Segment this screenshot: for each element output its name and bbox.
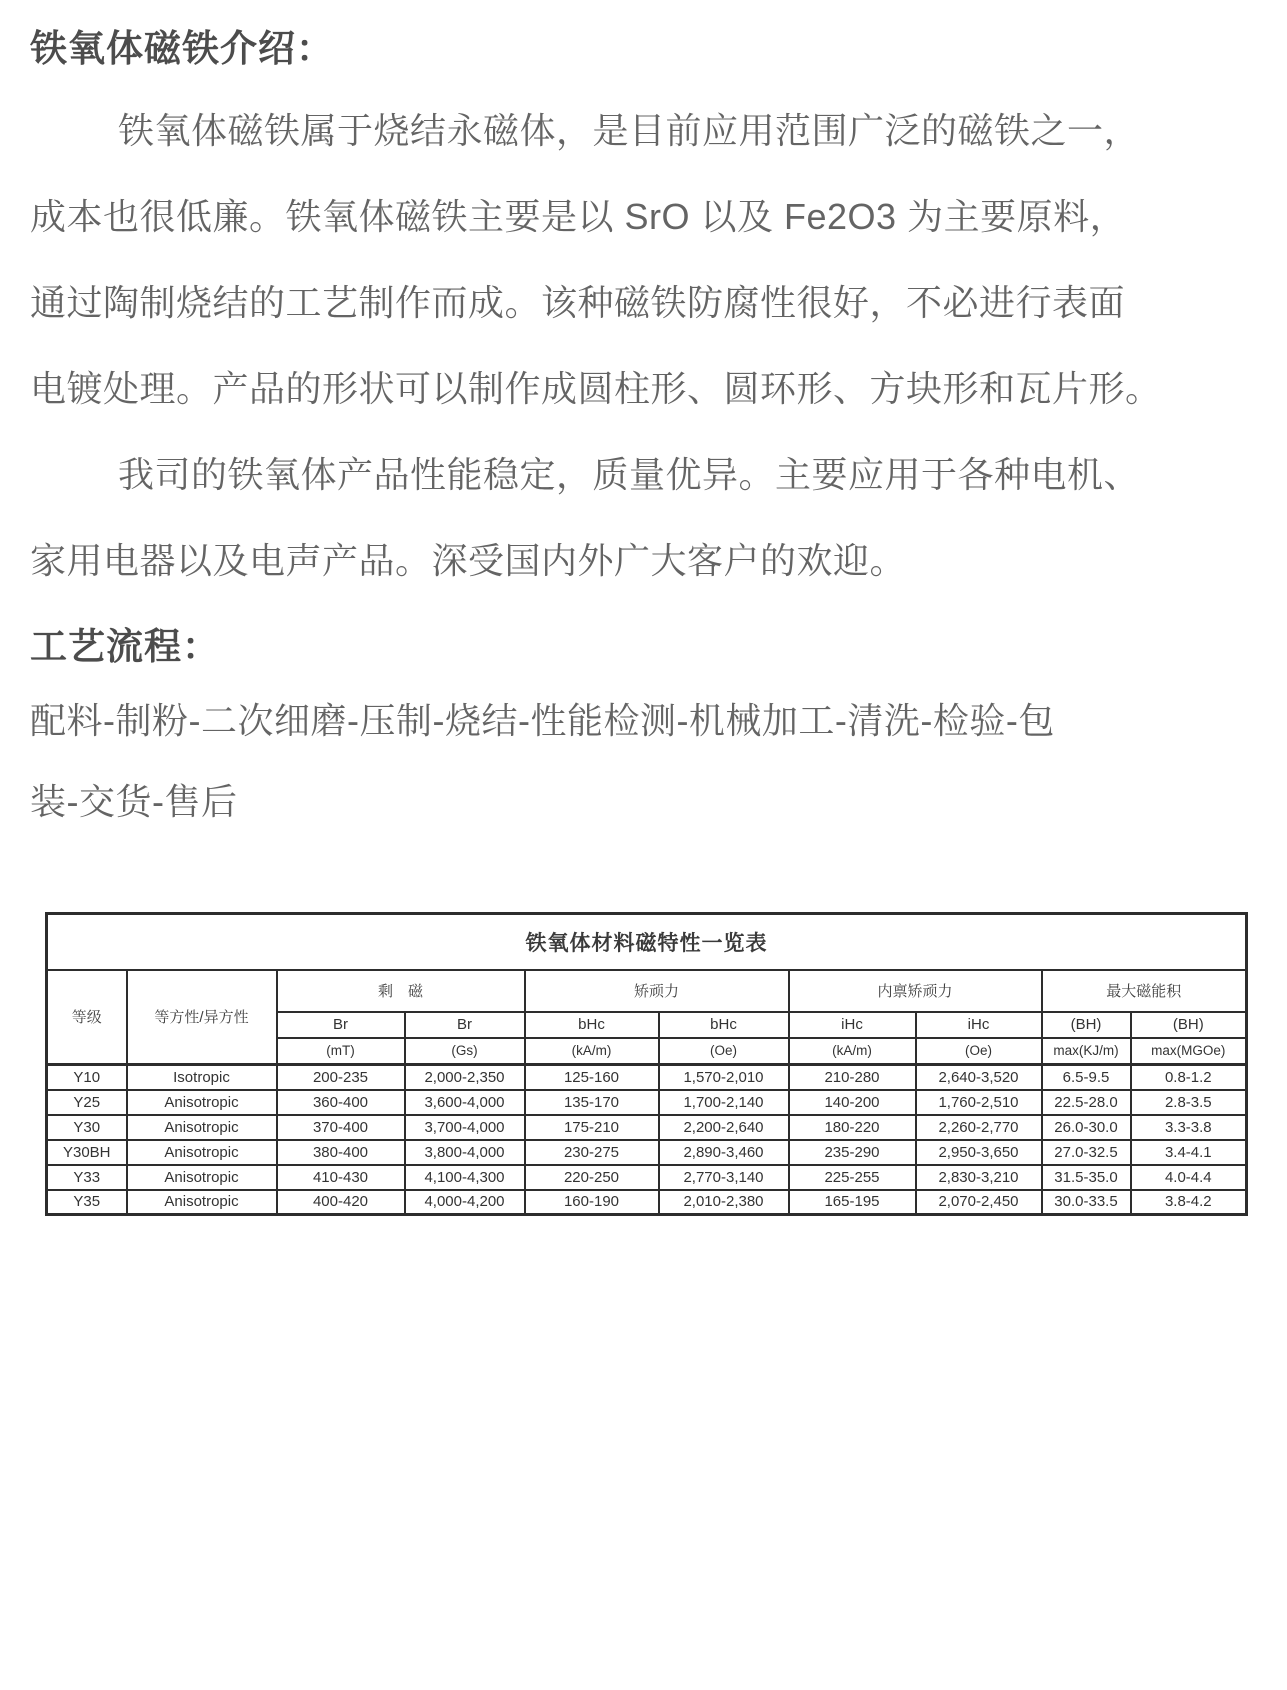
table-title: 铁氧体材料磁特性一览表 bbox=[47, 914, 1247, 970]
value-cell: 2,260-2,770 bbox=[916, 1115, 1042, 1140]
value-cell: 26.0-30.0 bbox=[1042, 1115, 1131, 1140]
value-cell: 3,800-4,000 bbox=[405, 1140, 525, 1165]
col-subheader: bHc bbox=[659, 1012, 789, 1038]
grade-cell: Y10 bbox=[47, 1065, 127, 1090]
value-cell: 360-400 bbox=[277, 1090, 405, 1115]
value-cell: 370-400 bbox=[277, 1115, 405, 1140]
col-header-grade: 等级 bbox=[47, 970, 127, 1065]
ferrite-properties-table bbox=[45, 912, 1248, 1216]
value-cell: 3,600-4,000 bbox=[405, 1090, 525, 1115]
value-cell: 165-195 bbox=[789, 1190, 916, 1215]
isotropy-cell: Anisotropic bbox=[127, 1190, 277, 1215]
col-group-coercivity: 矫顽力 bbox=[525, 970, 789, 1012]
value-cell: 2,890-3,460 bbox=[659, 1140, 789, 1165]
value-cell: 4.0-4.4 bbox=[1131, 1165, 1247, 1190]
isotropy-cell: Anisotropic bbox=[127, 1115, 277, 1140]
value-cell: 180-220 bbox=[789, 1115, 916, 1140]
value-cell: 27.0-32.5 bbox=[1042, 1140, 1131, 1165]
col-group-intrinsic-coercivity: 内禀矫顽力 bbox=[789, 970, 1042, 1012]
value-cell: 31.5-35.0 bbox=[1042, 1165, 1131, 1190]
grade-cell: Y33 bbox=[47, 1165, 127, 1190]
table-row bbox=[47, 1115, 1247, 1140]
process-flow-line: 配料-制粉-二次细磨-压制-烧结-性能检测-机械加工-清洗-检验-包 bbox=[30, 700, 1055, 741]
col-header-isotropy: 等方性/异方性 bbox=[127, 970, 277, 1065]
value-cell: 6.5-9.5 bbox=[1042, 1065, 1131, 1090]
value-cell: 125-160 bbox=[525, 1065, 659, 1090]
grade-cell: Y30BH bbox=[47, 1140, 127, 1165]
col-subheader: (BH) bbox=[1042, 1012, 1131, 1038]
ferrite-properties-table-wrap bbox=[45, 912, 1248, 1216]
value-cell: 2.8-3.5 bbox=[1131, 1090, 1247, 1115]
intro-heading: 铁氧体磁铁介绍： bbox=[30, 28, 334, 69]
paragraph-line: 通过陶制烧结的工艺制作而成。该种磁铁防腐性很好，不必进行表面 bbox=[30, 282, 1126, 323]
isotropy-cell: Anisotropic bbox=[127, 1165, 277, 1190]
value-cell: 210-280 bbox=[789, 1065, 916, 1090]
value-cell: 0.8-1.2 bbox=[1131, 1065, 1247, 1090]
value-cell: 200-235 bbox=[277, 1065, 405, 1090]
col-unit: (kA/m) bbox=[789, 1038, 916, 1065]
value-cell: 1,760-2,510 bbox=[916, 1090, 1042, 1115]
col-unit: (Gs) bbox=[405, 1038, 525, 1065]
value-cell: 2,200-2,640 bbox=[659, 1115, 789, 1140]
col-group-max-energy-product: 最大磁能积 bbox=[1042, 970, 1247, 1012]
paragraph-line: 电镀处理。产品的形状可以制作成圆柱形、圆环形、方块形和瓦片形。 bbox=[30, 368, 1162, 409]
paragraph-line: 成本也很低廉。铁氧体磁铁主要是以 SrO 以及 Fe2O3 为主要原料， bbox=[30, 196, 1127, 237]
col-subheader: bHc bbox=[525, 1012, 659, 1038]
value-cell: 3,700-4,000 bbox=[405, 1115, 525, 1140]
value-cell: 225-255 bbox=[789, 1165, 916, 1190]
table-row bbox=[47, 1140, 1247, 1165]
value-cell: 2,770-3,140 bbox=[659, 1165, 789, 1190]
table-row bbox=[47, 1065, 1247, 1090]
value-cell: 235-290 bbox=[789, 1140, 916, 1165]
col-subheader: Br bbox=[277, 1012, 405, 1038]
intro-paragraphs bbox=[30, 88, 1270, 604]
col-unit: (Oe) bbox=[659, 1038, 789, 1065]
value-cell: 1,700-2,140 bbox=[659, 1090, 789, 1115]
isotropy-cell: Anisotropic bbox=[127, 1090, 277, 1115]
value-cell: 2,010-2,380 bbox=[659, 1190, 789, 1215]
col-subheader: iHc bbox=[916, 1012, 1042, 1038]
paragraph-line: 铁氧体磁铁属于烧结永磁体，是目前应用范围广泛的磁铁之一， bbox=[118, 110, 1141, 151]
isotropy-cell: Anisotropic bbox=[127, 1140, 277, 1165]
value-cell: 2,950-3,650 bbox=[916, 1140, 1042, 1165]
value-cell: 400-420 bbox=[277, 1190, 405, 1215]
paragraph-line: 我司的铁氧体产品性能稳定，质量优异。主要应用于各种电机、 bbox=[118, 454, 1141, 495]
col-unit: (kA/m) bbox=[525, 1038, 659, 1065]
col-unit: (mT) bbox=[277, 1038, 405, 1065]
value-cell: 160-190 bbox=[525, 1190, 659, 1215]
value-cell: 220-250 bbox=[525, 1165, 659, 1190]
col-unit: max(KJ/m) bbox=[1042, 1038, 1131, 1065]
grade-cell: Y25 bbox=[47, 1090, 127, 1115]
value-cell: 2,640-3,520 bbox=[916, 1065, 1042, 1090]
value-cell: 4,000-4,200 bbox=[405, 1190, 525, 1215]
value-cell: 3.3-3.8 bbox=[1131, 1115, 1247, 1140]
grade-cell: Y30 bbox=[47, 1115, 127, 1140]
value-cell: 1,570-2,010 bbox=[659, 1065, 789, 1090]
grade-cell: Y35 bbox=[47, 1190, 127, 1215]
value-cell: 230-275 bbox=[525, 1140, 659, 1165]
table-row bbox=[47, 1090, 1247, 1115]
value-cell: 140-200 bbox=[789, 1090, 916, 1115]
value-cell: 135-170 bbox=[525, 1090, 659, 1115]
value-cell: 3.4-4.1 bbox=[1131, 1140, 1247, 1165]
value-cell: 4,100-4,300 bbox=[405, 1165, 525, 1190]
col-subheader: iHc bbox=[789, 1012, 916, 1038]
table-row bbox=[47, 1190, 1247, 1215]
value-cell: 410-430 bbox=[277, 1165, 405, 1190]
process-flow-paragraph bbox=[30, 680, 1270, 842]
value-cell: 380-400 bbox=[277, 1140, 405, 1165]
table-row bbox=[47, 1165, 1247, 1190]
value-cell: 2,000-2,350 bbox=[405, 1065, 525, 1090]
value-cell: 2,070-2,450 bbox=[916, 1190, 1042, 1215]
col-unit: max(MGOe) bbox=[1131, 1038, 1247, 1065]
col-unit: (Oe) bbox=[916, 1038, 1042, 1065]
value-cell: 30.0-33.5 bbox=[1042, 1190, 1131, 1215]
col-group-remanence: 剩 磁 bbox=[277, 970, 525, 1012]
process-flow-line: 装-交货-售后 bbox=[30, 781, 238, 822]
value-cell: 175-210 bbox=[525, 1115, 659, 1140]
process-heading: 工艺流程： bbox=[30, 626, 220, 667]
value-cell: 3.8-4.2 bbox=[1131, 1190, 1247, 1215]
isotropy-cell: Isotropic bbox=[127, 1065, 277, 1090]
col-subheader: (BH) bbox=[1131, 1012, 1247, 1038]
value-cell: 2,830-3,210 bbox=[916, 1165, 1042, 1190]
value-cell: 22.5-28.0 bbox=[1042, 1090, 1131, 1115]
col-subheader: Br bbox=[405, 1012, 525, 1038]
paragraph-line: 家用电器以及电声产品。深受国内外广大客户的欢迎。 bbox=[30, 540, 907, 581]
